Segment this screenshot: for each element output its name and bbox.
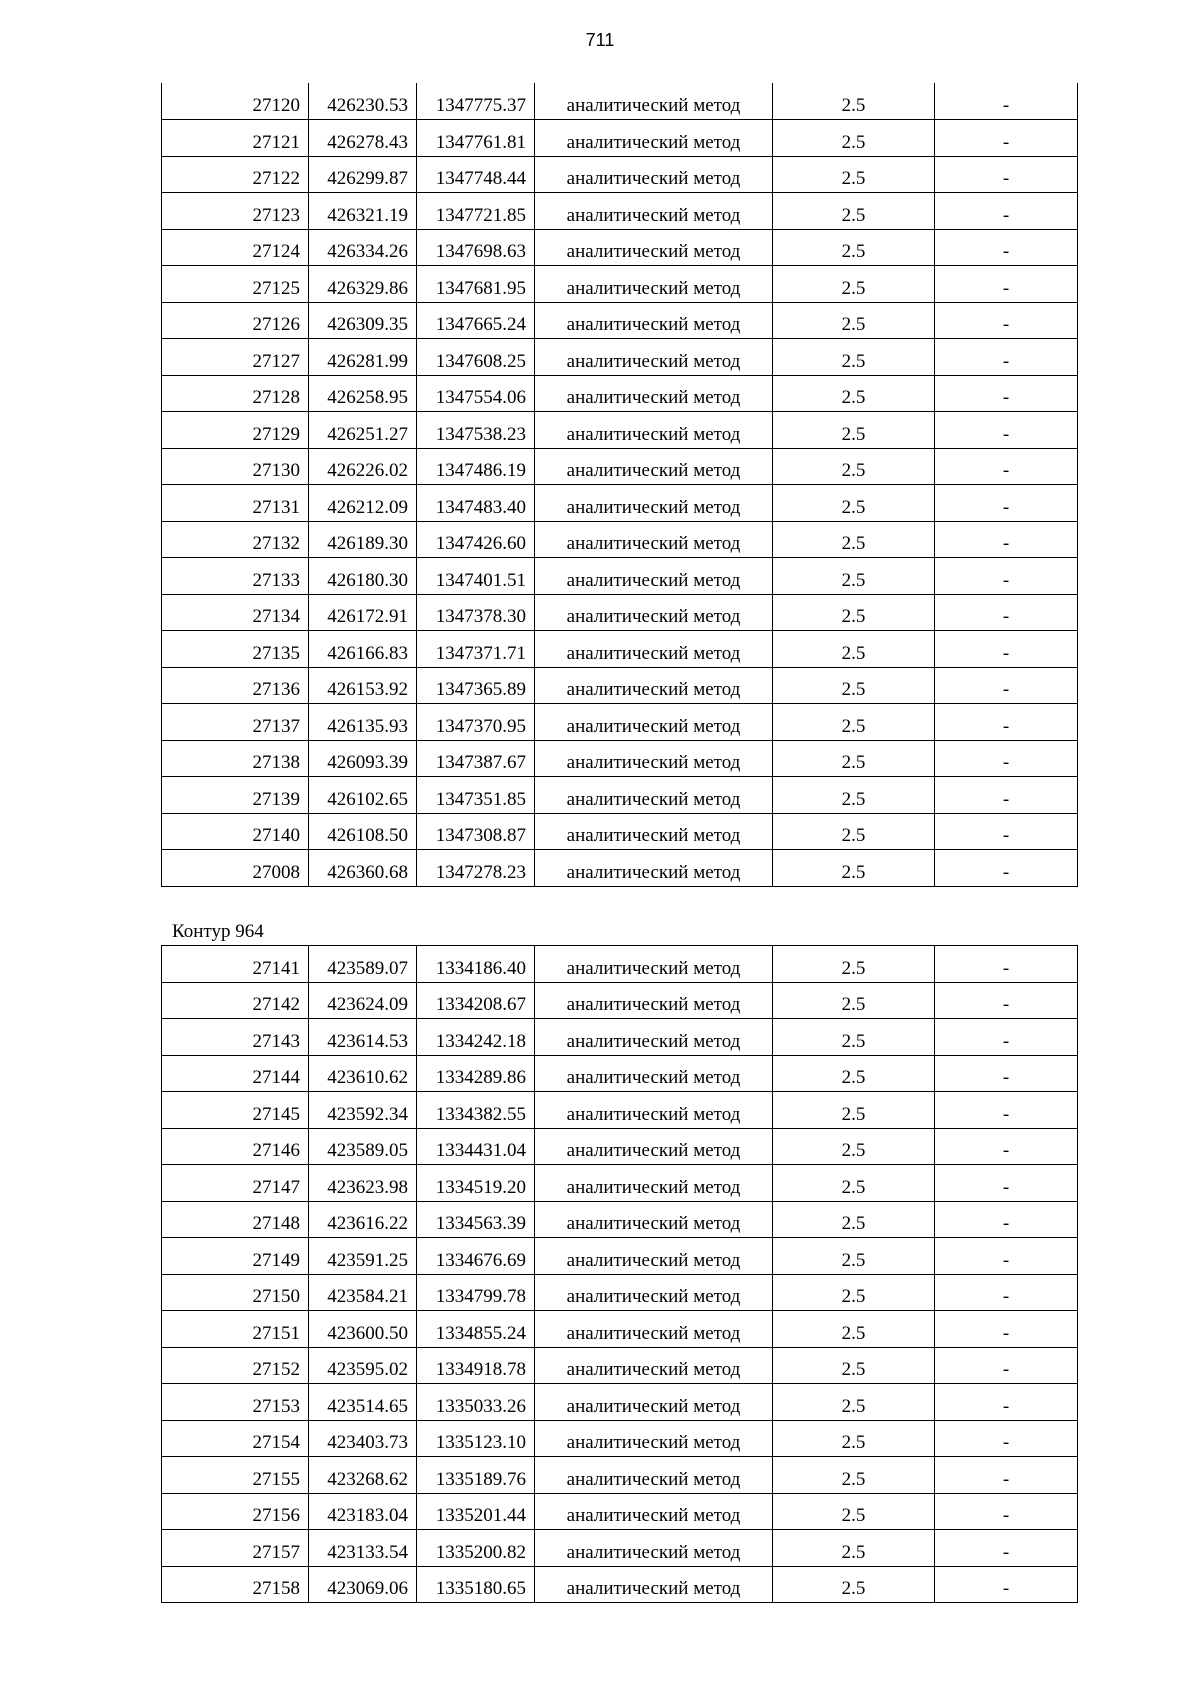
- method-cell: аналитический метод: [535, 302, 773, 339]
- y-coordinate-cell: 1347401.51: [417, 558, 535, 595]
- point-number-cell: 27133: [162, 558, 309, 595]
- precision-cell: 2.5: [773, 1019, 935, 1056]
- note-cell: -: [935, 229, 1078, 266]
- note-cell: -: [935, 1165, 1078, 1202]
- y-coordinate-cell: 1347351.85: [417, 777, 535, 814]
- precision-cell: 2.5: [773, 1128, 935, 1165]
- point-number-cell: 27131: [162, 485, 309, 522]
- point-number-cell: 27143: [162, 1019, 309, 1056]
- note-cell: -: [935, 1347, 1078, 1384]
- method-cell: аналитический метод: [535, 1238, 773, 1275]
- note-cell: -: [935, 982, 1078, 1019]
- note-cell: -: [935, 339, 1078, 376]
- method-cell: аналитический метод: [535, 448, 773, 485]
- table-row: [162, 1019, 1078, 1056]
- table-row: [162, 1493, 1078, 1530]
- x-coordinate-cell: 426251.27: [309, 412, 417, 449]
- y-coordinate-cell: 1335033.26: [417, 1384, 535, 1421]
- x-coordinate-cell: 426102.65: [309, 777, 417, 814]
- precision-cell: 2.5: [773, 156, 935, 193]
- table-row: [162, 156, 1078, 193]
- point-number-cell: 27150: [162, 1274, 309, 1311]
- point-number-cell: 27135: [162, 631, 309, 668]
- x-coordinate-cell: 423595.02: [309, 1347, 417, 1384]
- x-coordinate-cell: 426334.26: [309, 229, 417, 266]
- method-cell: аналитический метод: [535, 777, 773, 814]
- precision-cell: 2.5: [773, 1384, 935, 1421]
- x-coordinate-cell: 423268.62: [309, 1457, 417, 1494]
- table-row: [162, 339, 1078, 376]
- x-coordinate-cell: 423592.34: [309, 1092, 417, 1129]
- y-coordinate-cell: 1347278.23: [417, 850, 535, 887]
- method-cell: аналитический метод: [535, 850, 773, 887]
- point-number-cell: 27138: [162, 740, 309, 777]
- note-cell: -: [935, 631, 1078, 668]
- point-number-cell: 27145: [162, 1092, 309, 1129]
- x-coordinate-cell: 426093.39: [309, 740, 417, 777]
- y-coordinate-cell: 1347681.95: [417, 266, 535, 303]
- precision-cell: 2.5: [773, 1420, 935, 1457]
- precision-cell: 2.5: [773, 1165, 935, 1202]
- x-coordinate-cell: 426278.43: [309, 120, 417, 157]
- method-cell: аналитический метод: [535, 740, 773, 777]
- table-row: [162, 375, 1078, 412]
- x-coordinate-cell: 426230.53: [309, 83, 417, 120]
- y-coordinate-cell: 1334208.67: [417, 982, 535, 1019]
- method-cell: аналитический метод: [535, 1092, 773, 1129]
- y-coordinate-cell: 1335200.82: [417, 1530, 535, 1567]
- precision-cell: 2.5: [773, 594, 935, 631]
- point-number-cell: 27124: [162, 229, 309, 266]
- x-coordinate-cell: 423616.22: [309, 1201, 417, 1238]
- x-coordinate-cell: 426281.99: [309, 339, 417, 376]
- point-number-cell: 27121: [162, 120, 309, 157]
- note-cell: -: [935, 302, 1078, 339]
- method-cell: аналитический метод: [535, 229, 773, 266]
- method-cell: аналитический метод: [535, 375, 773, 412]
- table-row: [162, 412, 1078, 449]
- method-cell: аналитический метод: [535, 1530, 773, 1567]
- y-coordinate-cell: 1334855.24: [417, 1311, 535, 1348]
- y-coordinate-cell: 1347387.67: [417, 740, 535, 777]
- precision-cell: 2.5: [773, 777, 935, 814]
- page-number: 711: [585, 30, 615, 50]
- table-row: [162, 1347, 1078, 1384]
- method-cell: аналитический метод: [535, 1311, 773, 1348]
- method-cell: аналитический метод: [535, 1457, 773, 1494]
- note-cell: -: [935, 667, 1078, 704]
- note-cell: -: [935, 1019, 1078, 1056]
- point-number-cell: 27130: [162, 448, 309, 485]
- method-cell: аналитический метод: [535, 1420, 773, 1457]
- note-cell: -: [935, 120, 1078, 157]
- x-coordinate-cell: 423183.04: [309, 1493, 417, 1530]
- table-row: [162, 631, 1078, 668]
- method-cell: аналитический метод: [535, 982, 773, 1019]
- y-coordinate-cell: 1334519.20: [417, 1165, 535, 1202]
- method-cell: аналитический метод: [535, 1347, 773, 1384]
- note-cell: -: [935, 1092, 1078, 1129]
- precision-cell: 2.5: [773, 946, 935, 983]
- note-cell: -: [935, 1566, 1078, 1603]
- contour-label: Контур 964: [172, 921, 264, 942]
- precision-cell: 2.5: [773, 1347, 935, 1384]
- table-row: [162, 982, 1078, 1019]
- point-number-cell: 27136: [162, 667, 309, 704]
- precision-cell: 2.5: [773, 521, 935, 558]
- table-row: [162, 1311, 1078, 1348]
- precision-cell: 2.5: [773, 375, 935, 412]
- precision-cell: 2.5: [773, 485, 935, 522]
- x-coordinate-cell: 426189.30: [309, 521, 417, 558]
- method-cell: аналитический метод: [535, 412, 773, 449]
- table-row: [162, 266, 1078, 303]
- precision-cell: 2.5: [773, 1201, 935, 1238]
- precision-cell: 2.5: [773, 850, 935, 887]
- note-cell: -: [935, 375, 1078, 412]
- method-cell: аналитический метод: [535, 704, 773, 741]
- table-row: [162, 302, 1078, 339]
- point-number-cell: 27132: [162, 521, 309, 558]
- method-cell: аналитический метод: [535, 1566, 773, 1603]
- point-number-cell: 27141: [162, 946, 309, 983]
- table-row: [162, 558, 1078, 595]
- note-cell: -: [935, 777, 1078, 814]
- x-coordinate-cell: 423589.07: [309, 946, 417, 983]
- x-coordinate-cell: 423610.62: [309, 1055, 417, 1092]
- point-number-cell: 27134: [162, 594, 309, 631]
- y-coordinate-cell: 1347721.85: [417, 193, 535, 230]
- point-number-cell: 27129: [162, 412, 309, 449]
- y-coordinate-cell: 1334242.18: [417, 1019, 535, 1056]
- precision-cell: 2.5: [773, 339, 935, 376]
- table-row: [162, 1165, 1078, 1202]
- table-row: [162, 1128, 1078, 1165]
- precision-cell: 2.5: [773, 631, 935, 668]
- point-number-cell: 27125: [162, 266, 309, 303]
- table-row: [162, 120, 1078, 157]
- method-cell: аналитический метод: [535, 521, 773, 558]
- method-cell: аналитический метод: [535, 1165, 773, 1202]
- method-cell: аналитический метод: [535, 1055, 773, 1092]
- point-number-cell: 27139: [162, 777, 309, 814]
- y-coordinate-cell: 1347370.95: [417, 704, 535, 741]
- y-coordinate-cell: 1335180.65: [417, 1566, 535, 1603]
- note-cell: -: [935, 1457, 1078, 1494]
- method-cell: аналитический метод: [535, 667, 773, 704]
- point-number-cell: 27157: [162, 1530, 309, 1567]
- y-coordinate-cell: 1334918.78: [417, 1347, 535, 1384]
- method-cell: аналитический метод: [535, 120, 773, 157]
- x-coordinate-cell: 426360.68: [309, 850, 417, 887]
- method-cell: аналитический метод: [535, 83, 773, 120]
- y-coordinate-cell: 1347486.19: [417, 448, 535, 485]
- table-row: [162, 1457, 1078, 1494]
- x-coordinate-cell: 426166.83: [309, 631, 417, 668]
- y-coordinate-cell: 1334563.39: [417, 1201, 535, 1238]
- x-coordinate-cell: 423403.73: [309, 1420, 417, 1457]
- point-number-cell: 27137: [162, 704, 309, 741]
- y-coordinate-cell: 1347665.24: [417, 302, 535, 339]
- point-number-cell: 27142: [162, 982, 309, 1019]
- y-coordinate-cell: 1347748.44: [417, 156, 535, 193]
- y-coordinate-cell: 1347554.06: [417, 375, 535, 412]
- y-coordinate-cell: 1335123.10: [417, 1420, 535, 1457]
- table-row: [162, 1530, 1078, 1567]
- point-number-cell: 27147: [162, 1165, 309, 1202]
- x-coordinate-cell: 426153.92: [309, 667, 417, 704]
- table-row: [162, 193, 1078, 230]
- x-coordinate-cell: 426226.02: [309, 448, 417, 485]
- table-row: [162, 83, 1078, 120]
- note-cell: -: [935, 1274, 1078, 1311]
- precision-cell: 2.5: [773, 740, 935, 777]
- x-coordinate-cell: 426135.93: [309, 704, 417, 741]
- y-coordinate-cell: 1347698.63: [417, 229, 535, 266]
- x-coordinate-cell: 426108.50: [309, 813, 417, 850]
- precision-cell: 2.5: [773, 448, 935, 485]
- coordinates-table-2: [161, 945, 1078, 1603]
- precision-cell: 2.5: [773, 1457, 935, 1494]
- table-row: [162, 667, 1078, 704]
- x-coordinate-cell: 423600.50: [309, 1311, 417, 1348]
- note-cell: -: [935, 485, 1078, 522]
- x-coordinate-cell: 423589.05: [309, 1128, 417, 1165]
- x-coordinate-cell: 426321.19: [309, 193, 417, 230]
- x-coordinate-cell: 426212.09: [309, 485, 417, 522]
- note-cell: -: [935, 83, 1078, 120]
- table-row: [162, 850, 1078, 887]
- note-cell: -: [935, 850, 1078, 887]
- y-coordinate-cell: 1347775.37: [417, 83, 535, 120]
- point-number-cell: 27123: [162, 193, 309, 230]
- y-coordinate-cell: 1347761.81: [417, 120, 535, 157]
- precision-cell: 2.5: [773, 1092, 935, 1129]
- x-coordinate-cell: 426258.95: [309, 375, 417, 412]
- point-number-cell: 27151: [162, 1311, 309, 1348]
- x-coordinate-cell: 423624.09: [309, 982, 417, 1019]
- y-coordinate-cell: 1334382.55: [417, 1092, 535, 1129]
- note-cell: -: [935, 1384, 1078, 1421]
- precision-cell: 2.5: [773, 558, 935, 595]
- y-coordinate-cell: 1335201.44: [417, 1493, 535, 1530]
- table-row: [162, 1274, 1078, 1311]
- y-coordinate-cell: 1347308.87: [417, 813, 535, 850]
- note-cell: -: [935, 594, 1078, 631]
- method-cell: аналитический метод: [535, 1201, 773, 1238]
- y-coordinate-cell: 1347365.89: [417, 667, 535, 704]
- point-number-cell: 27146: [162, 1128, 309, 1165]
- x-coordinate-cell: 426299.87: [309, 156, 417, 193]
- table-row: [162, 777, 1078, 814]
- method-cell: аналитический метод: [535, 594, 773, 631]
- table-row: [162, 1055, 1078, 1092]
- note-cell: -: [935, 521, 1078, 558]
- precision-cell: 2.5: [773, 266, 935, 303]
- precision-cell: 2.5: [773, 83, 935, 120]
- y-coordinate-cell: 1347608.25: [417, 339, 535, 376]
- table-row: [162, 229, 1078, 266]
- table-row: [162, 740, 1078, 777]
- table-row: [162, 1566, 1078, 1603]
- note-cell: -: [935, 704, 1078, 741]
- y-coordinate-cell: 1347371.71: [417, 631, 535, 668]
- precision-cell: 2.5: [773, 193, 935, 230]
- point-number-cell: 27153: [162, 1384, 309, 1421]
- note-cell: -: [935, 156, 1078, 193]
- point-number-cell: 27148: [162, 1201, 309, 1238]
- method-cell: аналитический метод: [535, 946, 773, 983]
- point-number-cell: 27154: [162, 1420, 309, 1457]
- point-number-cell: 27126: [162, 302, 309, 339]
- x-coordinate-cell: 426172.91: [309, 594, 417, 631]
- y-coordinate-cell: 1347483.40: [417, 485, 535, 522]
- precision-cell: 2.5: [773, 1238, 935, 1275]
- x-coordinate-cell: 423584.21: [309, 1274, 417, 1311]
- method-cell: аналитический метод: [535, 266, 773, 303]
- method-cell: аналитический метод: [535, 1019, 773, 1056]
- note-cell: -: [935, 813, 1078, 850]
- y-coordinate-cell: 1347378.30: [417, 594, 535, 631]
- point-number-cell: 27128: [162, 375, 309, 412]
- table-row: [162, 1420, 1078, 1457]
- precision-cell: 2.5: [773, 813, 935, 850]
- note-cell: -: [935, 448, 1078, 485]
- precision-cell: 2.5: [773, 229, 935, 266]
- precision-cell: 2.5: [773, 1566, 935, 1603]
- point-number-cell: 27156: [162, 1493, 309, 1530]
- y-coordinate-cell: 1334289.86: [417, 1055, 535, 1092]
- note-cell: -: [935, 193, 1078, 230]
- method-cell: аналитический метод: [535, 156, 773, 193]
- table-row: [162, 813, 1078, 850]
- point-number-cell: 27144: [162, 1055, 309, 1092]
- note-cell: -: [935, 266, 1078, 303]
- note-cell: -: [935, 1128, 1078, 1165]
- y-coordinate-cell: 1334799.78: [417, 1274, 535, 1311]
- point-number-cell: 27008: [162, 850, 309, 887]
- note-cell: -: [935, 1055, 1078, 1092]
- note-cell: -: [935, 740, 1078, 777]
- precision-cell: 2.5: [773, 412, 935, 449]
- point-number-cell: 27149: [162, 1238, 309, 1275]
- y-coordinate-cell: 1334676.69: [417, 1238, 535, 1275]
- precision-cell: 2.5: [773, 120, 935, 157]
- precision-cell: 2.5: [773, 1530, 935, 1567]
- point-number-cell: 27120: [162, 83, 309, 120]
- point-number-cell: 27140: [162, 813, 309, 850]
- method-cell: аналитический метод: [535, 1128, 773, 1165]
- method-cell: аналитический метод: [535, 558, 773, 595]
- precision-cell: 2.5: [773, 1493, 935, 1530]
- y-coordinate-cell: 1347538.23: [417, 412, 535, 449]
- point-number-cell: 27152: [162, 1347, 309, 1384]
- y-coordinate-cell: 1347426.60: [417, 521, 535, 558]
- method-cell: аналитический метод: [535, 485, 773, 522]
- table-row: [162, 1092, 1078, 1129]
- note-cell: -: [935, 1201, 1078, 1238]
- y-coordinate-cell: 1334186.40: [417, 946, 535, 983]
- note-cell: -: [935, 1420, 1078, 1457]
- table-row: [162, 1201, 1078, 1238]
- x-coordinate-cell: 426180.30: [309, 558, 417, 595]
- method-cell: аналитический метод: [535, 1274, 773, 1311]
- x-coordinate-cell: 423514.65: [309, 1384, 417, 1421]
- note-cell: -: [935, 1238, 1078, 1275]
- table-row: [162, 485, 1078, 522]
- table-row: [162, 704, 1078, 741]
- x-coordinate-cell: 426309.35: [309, 302, 417, 339]
- point-number-cell: 27158: [162, 1566, 309, 1603]
- table-row: [162, 1384, 1078, 1421]
- point-number-cell: 27122: [162, 156, 309, 193]
- method-cell: аналитический метод: [535, 1384, 773, 1421]
- y-coordinate-cell: 1334431.04: [417, 1128, 535, 1165]
- note-cell: -: [935, 558, 1078, 595]
- x-coordinate-cell: 423614.53: [309, 1019, 417, 1056]
- x-coordinate-cell: 423591.25: [309, 1238, 417, 1275]
- precision-cell: 2.5: [773, 1311, 935, 1348]
- note-cell: -: [935, 1311, 1078, 1348]
- x-coordinate-cell: 426329.86: [309, 266, 417, 303]
- method-cell: аналитический метод: [535, 813, 773, 850]
- precision-cell: 2.5: [773, 302, 935, 339]
- y-coordinate-cell: 1335189.76: [417, 1457, 535, 1494]
- note-cell: -: [935, 412, 1078, 449]
- table-row: [162, 521, 1078, 558]
- table-row: [162, 594, 1078, 631]
- note-cell: -: [935, 1530, 1078, 1567]
- method-cell: аналитический метод: [535, 1493, 773, 1530]
- table-row: [162, 448, 1078, 485]
- method-cell: аналитический метод: [535, 193, 773, 230]
- note-cell: -: [935, 1493, 1078, 1530]
- precision-cell: 2.5: [773, 1274, 935, 1311]
- method-cell: аналитический метод: [535, 631, 773, 668]
- precision-cell: 2.5: [773, 1055, 935, 1092]
- table-row: [162, 946, 1078, 983]
- method-cell: аналитический метод: [535, 339, 773, 376]
- precision-cell: 2.5: [773, 982, 935, 1019]
- precision-cell: 2.5: [773, 704, 935, 741]
- x-coordinate-cell: 423133.54: [309, 1530, 417, 1567]
- coordinates-table-1: [161, 83, 1078, 887]
- point-number-cell: 27127: [162, 339, 309, 376]
- precision-cell: 2.5: [773, 667, 935, 704]
- note-cell: -: [935, 946, 1078, 983]
- point-number-cell: 27155: [162, 1457, 309, 1494]
- x-coordinate-cell: 423069.06: [309, 1566, 417, 1603]
- table-row: [162, 1238, 1078, 1275]
- x-coordinate-cell: 423623.98: [309, 1165, 417, 1202]
